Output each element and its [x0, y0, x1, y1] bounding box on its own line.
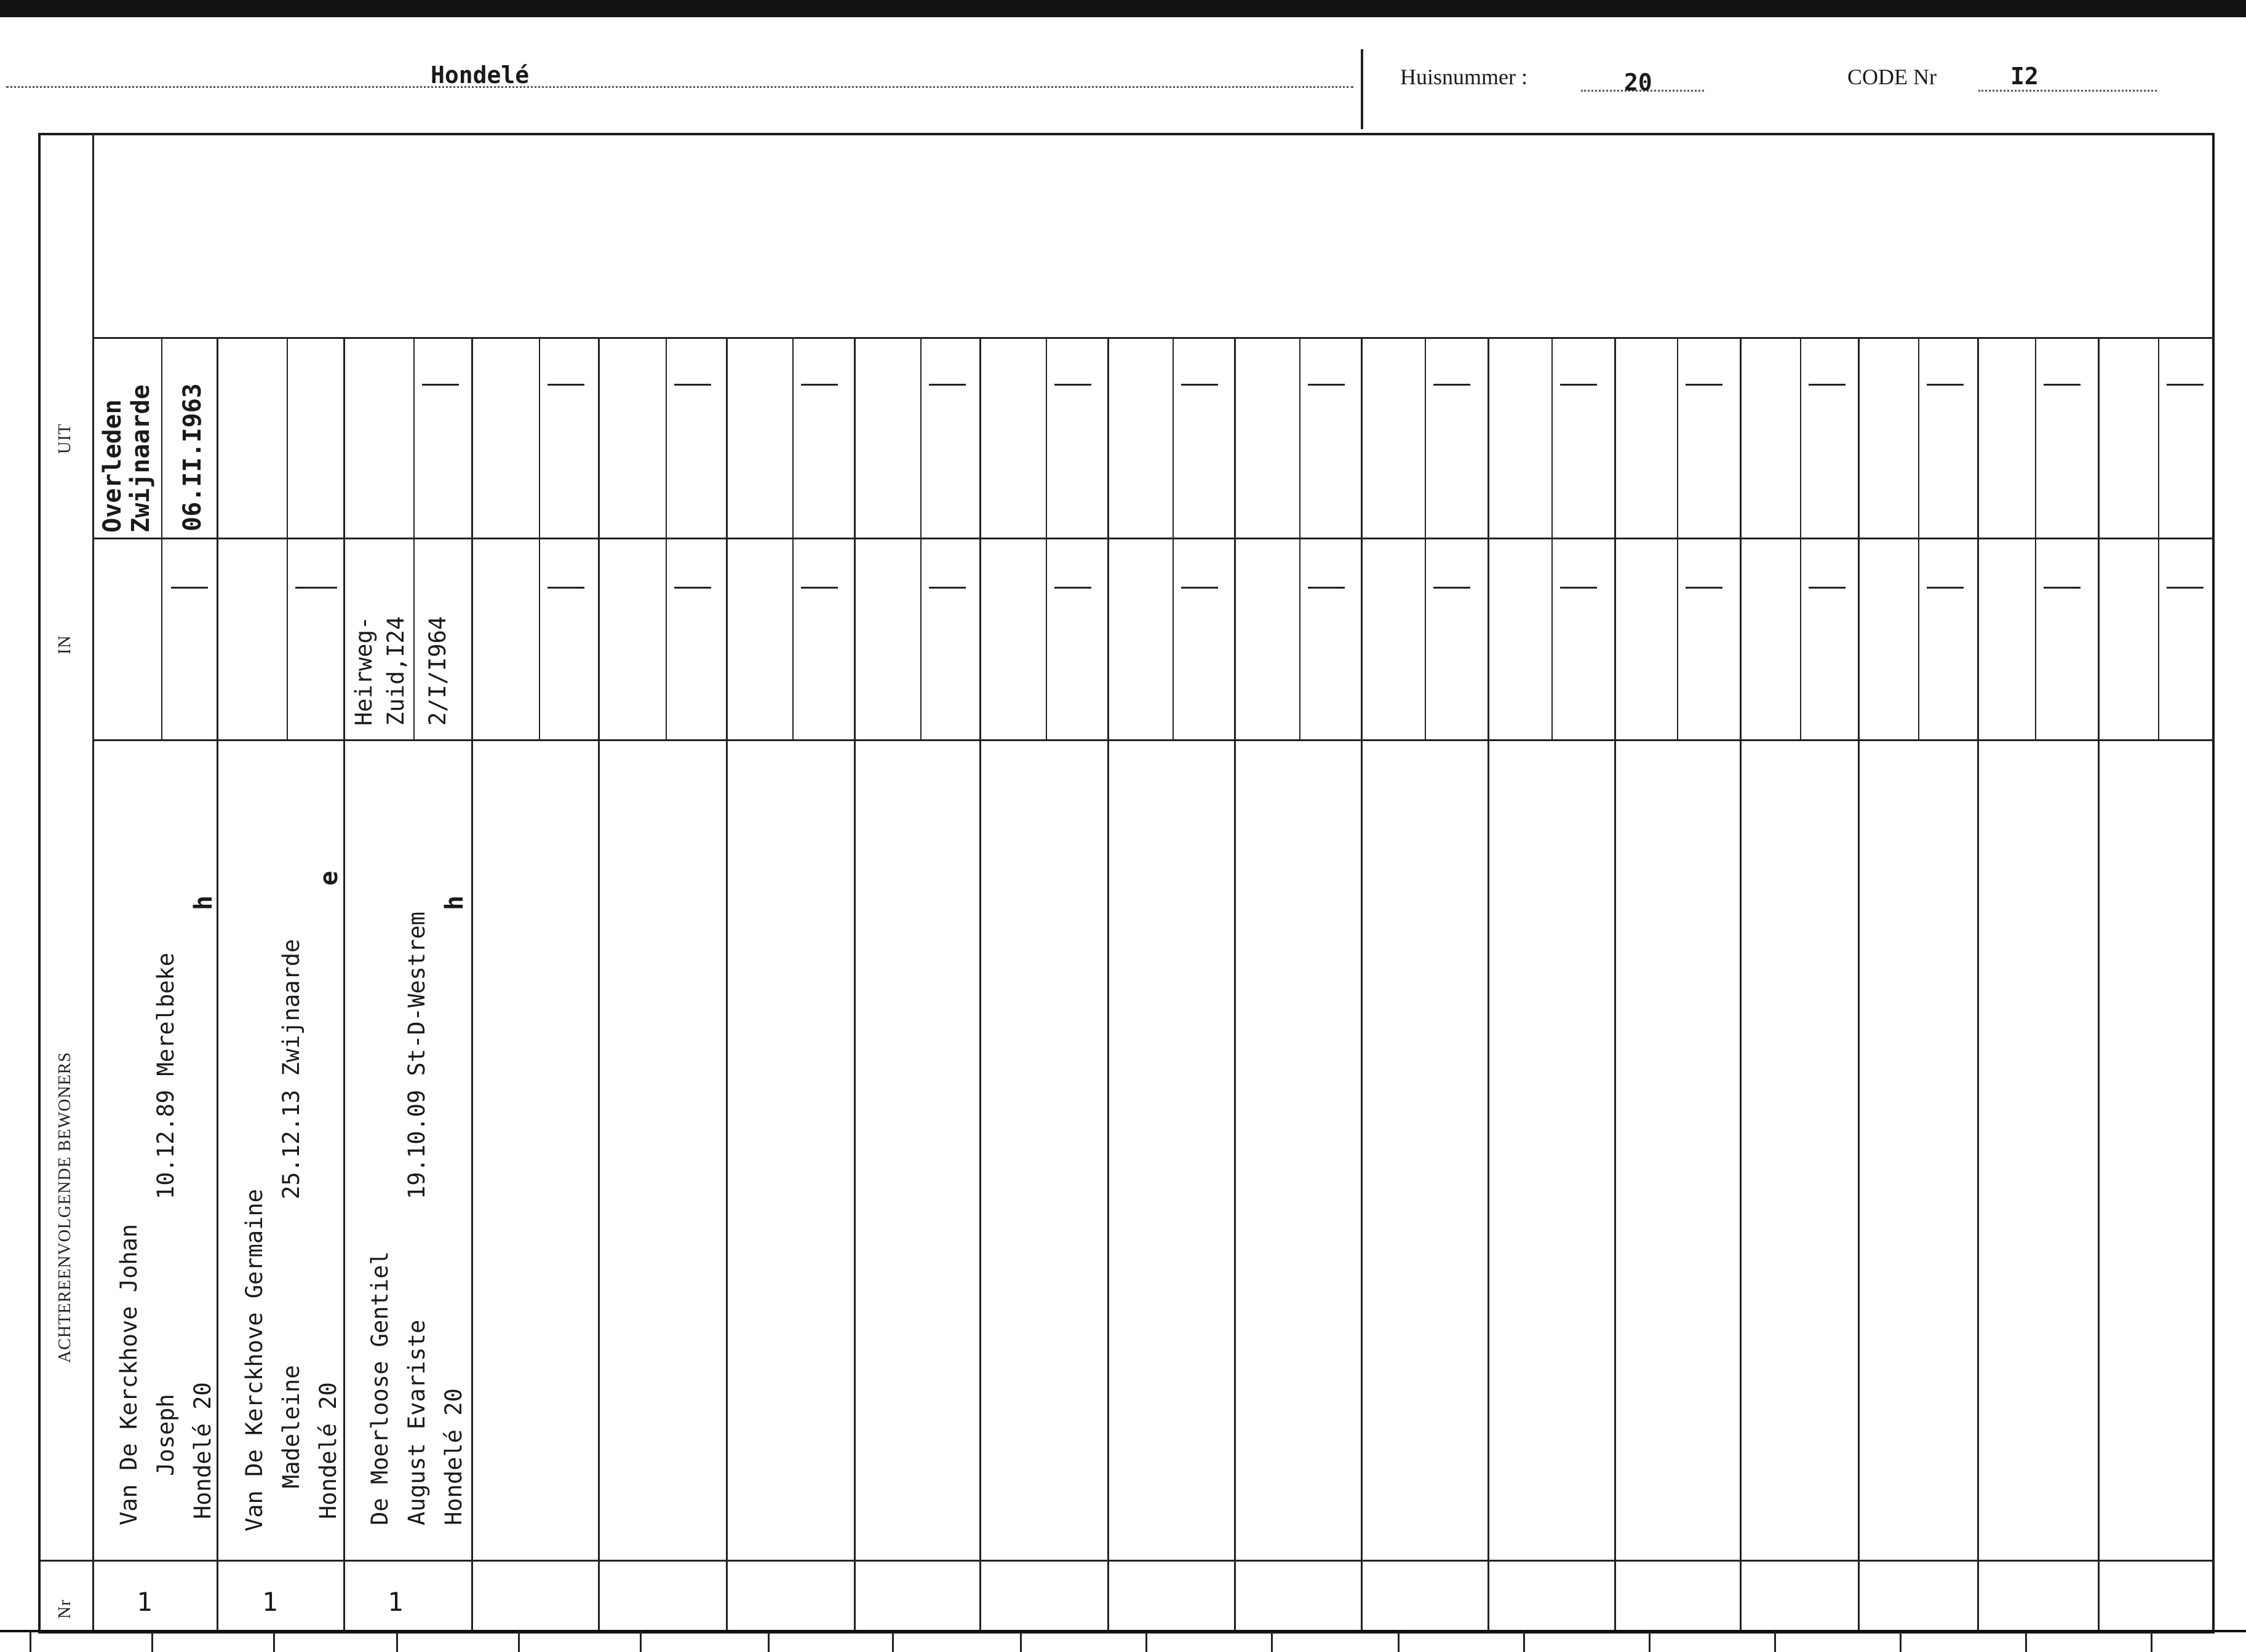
resident-1-nr: 1 [137, 1587, 153, 1617]
resident-3-birth: 19.10.09 St-D-Westrem [404, 911, 430, 1199]
empty-in-dash [1308, 587, 1345, 589]
empty-in-dash [1927, 587, 1964, 589]
row-divider-in-residents [92, 739, 2215, 741]
bottom-tick [151, 1631, 153, 1652]
sub-column-divider [1299, 337, 1300, 739]
nr-row-label: Nr [55, 1599, 74, 1619]
column-divider [1487, 337, 1489, 1634]
empty-out-dash [1181, 384, 1218, 386]
code-dotted-line [1978, 90, 2157, 92]
bottom-tick [640, 1631, 642, 1652]
empty-out-dash [1308, 384, 1345, 386]
in-row-label: IN [55, 635, 74, 654]
empty-in-dash [1433, 587, 1470, 589]
empty-in-dash [1054, 587, 1091, 589]
header-divider [1361, 49, 1363, 129]
sub-column-divider [1173, 337, 1174, 739]
in-3-line2: Zuid,I24 [383, 616, 409, 726]
column-divider [343, 337, 345, 1634]
empty-out-dash [801, 384, 838, 386]
resident-2-name: Van De Kerckhove Germaine [241, 1189, 268, 1531]
empty-out-dash [1433, 384, 1470, 386]
bottom-tick [1271, 1631, 1273, 1652]
bottom-tick [1523, 1631, 1525, 1652]
resident-2-address: Hondelé 20 [315, 1382, 341, 1519]
bottom-tick [768, 1631, 770, 1652]
empty-out-dash [929, 384, 966, 386]
empty-out-dash [548, 384, 584, 386]
column-divider [1614, 337, 1616, 1634]
column-divider [1361, 337, 1363, 1634]
bottom-tick [892, 1631, 894, 1652]
empty-out-dash [674, 384, 711, 386]
bottom-tick [1900, 1631, 1902, 1652]
empty-in-dash [171, 587, 208, 589]
row-divider-residents-nr [41, 1560, 2215, 1562]
sub-column-divider [1425, 337, 1426, 739]
sub-column-divider [413, 337, 415, 739]
out-1-line2: Zwijnaarde [127, 384, 155, 533]
empty-in-dash [1809, 587, 1846, 589]
bottom-tick [396, 1631, 398, 1652]
empty-in-dash [1686, 587, 1722, 589]
empty-out-dash [422, 384, 459, 386]
in-3-line1: Heirweg- [351, 616, 377, 726]
in-3-date: 2/I/I964 [424, 616, 451, 726]
resident-1-name: Van De Kerckhove Johan [116, 1223, 142, 1525]
row-divider-top [92, 337, 2215, 339]
sub-column-divider [1046, 337, 1047, 739]
column-divider [598, 337, 600, 1634]
bottom-tick [2151, 1631, 2152, 1652]
sub-column-divider [2035, 337, 2036, 739]
bottom-rule [0, 1630, 2246, 1632]
empty-out-dash [1686, 384, 1722, 386]
sub-column-divider [1677, 337, 1678, 739]
resident-2-mark: e [315, 870, 343, 886]
sub-column-divider [1551, 337, 1553, 739]
column-divider [726, 337, 728, 1634]
house-number-label: Huisnummer : [1400, 65, 1527, 89]
sub-column-divider [792, 337, 794, 739]
bottom-tick [1398, 1631, 1400, 1652]
empty-in-dash [300, 587, 337, 589]
bottom-tick [1145, 1631, 1147, 1652]
resident-1-address: Hondelé 20 [189, 1382, 216, 1519]
empty-in-dash [2167, 587, 2204, 589]
register-table [38, 133, 2215, 1634]
code-value: I2 [2010, 63, 2039, 90]
column-divider [1740, 337, 1742, 1634]
resident-2-given-names: Madeleine [278, 1365, 305, 1488]
resident-3-name: De Moerloose Gentiel [367, 1251, 393, 1525]
sub-column-divider [1800, 337, 1801, 739]
empty-out-dash [1560, 384, 1597, 386]
out-1-line1: Overleden [98, 399, 127, 533]
sub-column-divider [287, 337, 288, 739]
column-divider [1234, 337, 1236, 1634]
empty-in-dash [1181, 587, 1218, 589]
row-divider-out-in [92, 538, 2215, 539]
empty-out-dash [1927, 384, 1964, 386]
sub-column-divider [1918, 337, 1919, 739]
empty-in-dash [674, 587, 711, 589]
top-edge-band [0, 0, 2246, 17]
bottom-tick [1020, 1631, 1022, 1652]
column-divider [1977, 337, 1979, 1634]
resident-1-mark: h [189, 895, 218, 910]
column-divider [471, 337, 473, 1634]
empty-in-dash [548, 587, 584, 589]
column-divider [1858, 337, 1860, 1634]
label-column-divider [92, 133, 94, 1634]
resident-3-nr: 1 [388, 1587, 404, 1617]
resident-3-given-names: August Evariste [404, 1319, 430, 1525]
sub-column-divider [539, 337, 540, 739]
resident-2-nr: 1 [262, 1587, 278, 1617]
out-row-label: UIT [55, 423, 74, 454]
resident-3-mark: h [440, 895, 469, 910]
street-dotted-line [6, 86, 1353, 88]
column-divider [2098, 337, 2100, 1634]
bottom-tick [518, 1631, 520, 1652]
empty-in-dash [2044, 587, 2081, 589]
out-1-date: 06.II.I963 [178, 383, 207, 531]
bottom-tick [30, 1631, 31, 1652]
bottom-tick [2025, 1631, 2027, 1652]
empty-in-dash [1560, 587, 1597, 589]
house-number-value: 20 [1624, 69, 1652, 96]
sub-column-divider [666, 337, 667, 739]
empty-in-dash [929, 587, 966, 589]
sub-column-divider [2158, 337, 2159, 739]
resident-2-birth: 25.12.13 Zwijnaarde [278, 939, 305, 1199]
empty-out-dash [2167, 384, 2204, 386]
column-divider [979, 337, 981, 1634]
bottom-tick [273, 1631, 275, 1652]
empty-in-dash [801, 587, 838, 589]
empty-out-dash [1809, 384, 1846, 386]
street-name: Hondelé [431, 62, 530, 89]
empty-out-dash [1054, 384, 1091, 386]
empty-out-dash [2044, 384, 2081, 386]
code-label: CODE Nr [1847, 65, 1937, 89]
resident-1-given-names: Joseph [153, 1394, 179, 1476]
column-divider [854, 337, 856, 1634]
resident-1-birth: 10.12.89 Merelbeke [153, 953, 179, 1199]
residents-row-label: ACHTEREENVOLGENDE BEWONERS [55, 1052, 74, 1363]
bottom-tick [1649, 1631, 1651, 1652]
sub-column-divider [920, 337, 922, 739]
bottom-tick [1774, 1631, 1776, 1652]
column-divider [217, 337, 218, 1634]
column-divider [1107, 337, 1109, 1634]
resident-3-address: Hondelé 20 [440, 1388, 467, 1525]
sub-column-divider [161, 337, 162, 739]
